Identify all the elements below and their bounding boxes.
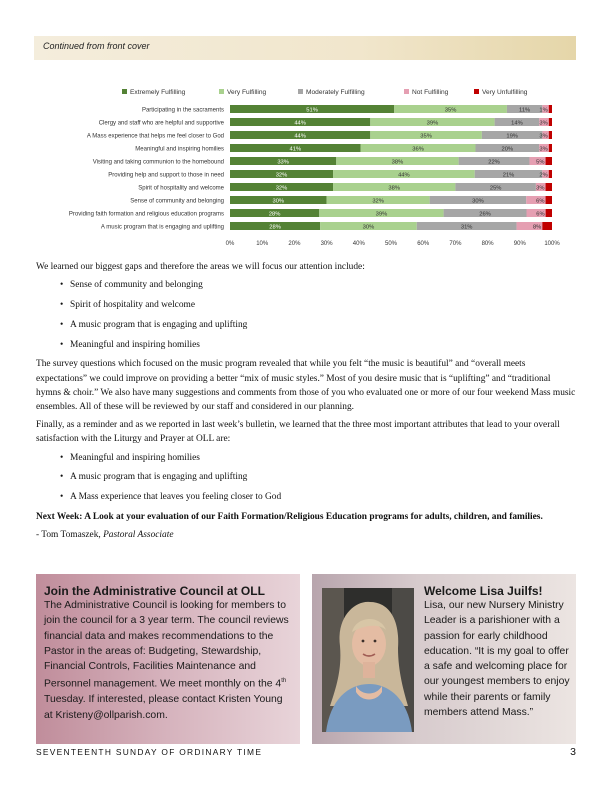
data-label: 1% bbox=[539, 107, 548, 114]
signature-title: Pastoral Associate bbox=[103, 530, 174, 541]
x-tick-label: 40% bbox=[352, 241, 365, 247]
legend-label: Extremely Fulfilling bbox=[130, 89, 186, 96]
data-label: 38% bbox=[391, 159, 404, 166]
data-label: 32% bbox=[372, 198, 384, 205]
bar-segment bbox=[549, 170, 552, 178]
x-tick-label: 70% bbox=[449, 241, 462, 247]
data-label: 30% bbox=[272, 198, 285, 205]
lisa-photo bbox=[322, 588, 414, 732]
data-label: 44% bbox=[294, 133, 306, 140]
admin-council-title: Join the Administrative Council at OLL bbox=[44, 584, 265, 598]
data-label: 39% bbox=[375, 211, 388, 218]
data-label: 35% bbox=[420, 133, 432, 140]
data-label: 20% bbox=[501, 146, 514, 153]
data-label: 35% bbox=[444, 107, 457, 114]
x-tick-label: 100% bbox=[544, 241, 560, 247]
category-label: Meaningful and inspiring homilies bbox=[135, 146, 224, 153]
bar-segment bbox=[549, 131, 552, 139]
category-label: Providing faith formation and religious education programs bbox=[68, 211, 224, 218]
data-label: 44% bbox=[294, 120, 306, 127]
x-tick-label: 10% bbox=[256, 241, 269, 247]
category-label: Participating in the sacraments bbox=[141, 107, 224, 114]
category-label: Spirit of hospitality and welcome bbox=[138, 185, 224, 192]
bar-segment bbox=[549, 118, 552, 126]
data-label: 6% bbox=[536, 198, 545, 205]
data-label: 21% bbox=[502, 172, 515, 179]
data-label: 25% bbox=[489, 185, 502, 192]
survey-bar-chart bbox=[34, 82, 576, 258]
category-label: A Mass experience that helps me feel closer to God bbox=[86, 133, 224, 140]
bar-segment bbox=[549, 105, 552, 113]
data-label: 33% bbox=[277, 159, 289, 166]
data-label: 3% bbox=[539, 133, 548, 140]
data-label: 31% bbox=[460, 224, 473, 231]
final-paragraph: Finally, as a reminder and as we reported in last week’s bulletin, we learned that the three most important attributes that lead to your overall satisfaction with the Liturgy and Prayer at OLL are: bbox=[36, 420, 560, 445]
data-label: 41% bbox=[289, 146, 302, 153]
admin-text-end: Tuesday. If interested, please contact Kristen Young at Kristeny@ollparish.com. bbox=[44, 694, 283, 721]
data-label: 32% bbox=[275, 172, 288, 179]
list-item: • Spirit of hospitality and welcome bbox=[70, 298, 576, 312]
list-item: • Meaningful and inspiring homilies bbox=[70, 451, 576, 465]
category-label: A music program that is engaging and uplifting bbox=[100, 224, 224, 231]
welcome-title: Welcome Lisa Juilfs! bbox=[424, 584, 543, 598]
signature-name: - Tom Tomaszek, bbox=[36, 530, 104, 541]
welcome-text: Lisa, our new Nursery Ministry Leader is a parishioner with a passion for early childhood education. “It is my goal to offer a safe and welcoming place for our youngest members to enjoy while their parents or family members attend Mass.” bbox=[424, 600, 570, 719]
data-label: 19% bbox=[506, 133, 518, 140]
data-label: 11% bbox=[519, 107, 531, 114]
legend-label: Moderately Fulfilling bbox=[306, 89, 365, 96]
data-label: 38% bbox=[388, 185, 401, 192]
data-label: 28% bbox=[268, 211, 281, 218]
data-label: 3% bbox=[536, 185, 545, 192]
x-tick-label: 90% bbox=[513, 241, 526, 247]
x-tick-label: 50% bbox=[384, 241, 398, 247]
data-label: 6% bbox=[536, 211, 545, 218]
data-label: 26% bbox=[479, 211, 491, 218]
admin-text-sup: th bbox=[281, 678, 287, 685]
attributes-list bbox=[36, 451, 576, 505]
legend-swatch bbox=[122, 89, 127, 94]
legend-label: Very Unfulfilling bbox=[482, 89, 528, 96]
data-label: 14% bbox=[511, 120, 523, 127]
page-footer bbox=[36, 747, 576, 763]
x-tick-label: 80% bbox=[481, 241, 494, 247]
admin-council-box bbox=[36, 574, 300, 744]
admin-text-main: The Administrative Council is looking for members to join the council for a 3 year term. The council reviews financial data and makes recommendations to the Pastor in the areas of: Budgeting, Stewardship, Financial Controls, Facilities Maintenance and Personnel management. We meet monthly on the 4 bbox=[44, 600, 289, 690]
list-item: • Sense of community and belonging bbox=[70, 278, 576, 292]
bar-segment bbox=[542, 222, 552, 230]
legend-swatch bbox=[298, 89, 303, 94]
legend-swatch bbox=[474, 89, 479, 94]
page-number: 3 bbox=[570, 746, 576, 758]
data-label: 30% bbox=[362, 224, 375, 231]
admin-council-text bbox=[44, 598, 294, 723]
category-label: Providing help and support to those in need bbox=[108, 172, 224, 179]
bar-segment bbox=[546, 209, 552, 217]
data-label: 30% bbox=[472, 198, 484, 205]
list-item: • A Mass experience that leaves you feeling closer to God bbox=[70, 490, 576, 504]
data-label: 32% bbox=[275, 185, 288, 192]
article-body bbox=[36, 260, 576, 546]
bar-segment bbox=[546, 157, 552, 165]
continued-banner bbox=[34, 36, 576, 60]
x-tick-label: 20% bbox=[288, 241, 301, 247]
legend-label: Not Fulfilling bbox=[412, 89, 449, 96]
data-label: 39% bbox=[426, 120, 439, 127]
continued-label: Continued from front cover bbox=[43, 41, 150, 51]
data-label: 44% bbox=[398, 172, 410, 179]
footer-title: SEVENTEENTH SUNDAY OF ORDINARY TIME bbox=[36, 747, 263, 757]
music-paragraph: The survey questions which focused on the music program revealed that while you felt “the music is beautiful” and “overall meets expectations” we could improve on providing a better “mix of music styles.” Most of you desire music that is “uplifting” and “traditional hymns & choir.” We also have many suggestions and comments from those of you who evaluated one or more of our four weekend Mass music ensembles. All of these will be reviewed by our staff and considered in our planning. bbox=[36, 359, 576, 412]
data-label: 2% bbox=[539, 172, 548, 179]
x-tick-label: 0% bbox=[225, 241, 235, 247]
bar-segment bbox=[549, 144, 552, 152]
bar-segment bbox=[546, 183, 552, 191]
data-label: 3% bbox=[539, 146, 548, 153]
data-label: 3% bbox=[539, 120, 548, 127]
welcome-box bbox=[312, 574, 576, 744]
x-tick-label: 60% bbox=[417, 241, 430, 247]
data-label: 51% bbox=[306, 107, 318, 114]
data-label: 8% bbox=[532, 224, 542, 231]
next-week-paragraph: Next Week: A Look at your evaluation of our Faith Formation/Religious Education programs for adults, children, and families. bbox=[36, 512, 543, 522]
list-item: • Meaningful and inspiring homilies bbox=[70, 338, 576, 352]
data-label: 28% bbox=[269, 224, 281, 231]
category-label: Visiting and taking communion to the homebound bbox=[92, 159, 224, 166]
legend-label: Very Fulfilling bbox=[227, 89, 267, 96]
data-label: 36% bbox=[412, 146, 424, 153]
intro-paragraph: We learned our biggest gaps and therefore the areas we will focus our attention include: bbox=[36, 262, 365, 272]
legend-swatch bbox=[404, 89, 409, 94]
bar-segment bbox=[546, 196, 552, 204]
gaps-list bbox=[36, 278, 576, 352]
list-item: • A music program that is engaging and uplifting bbox=[70, 318, 576, 332]
legend-swatch bbox=[219, 89, 224, 94]
category-label: Sense of community and belonging bbox=[130, 198, 224, 205]
data-label: 22% bbox=[488, 159, 500, 166]
x-tick-label: 30% bbox=[320, 241, 333, 247]
list-item: • A music program that is engaging and uplifting bbox=[70, 470, 576, 484]
signature bbox=[36, 528, 576, 542]
category-label: Clergy and staff who are helpful and supportive bbox=[98, 120, 224, 127]
data-label: 5% bbox=[536, 159, 545, 166]
